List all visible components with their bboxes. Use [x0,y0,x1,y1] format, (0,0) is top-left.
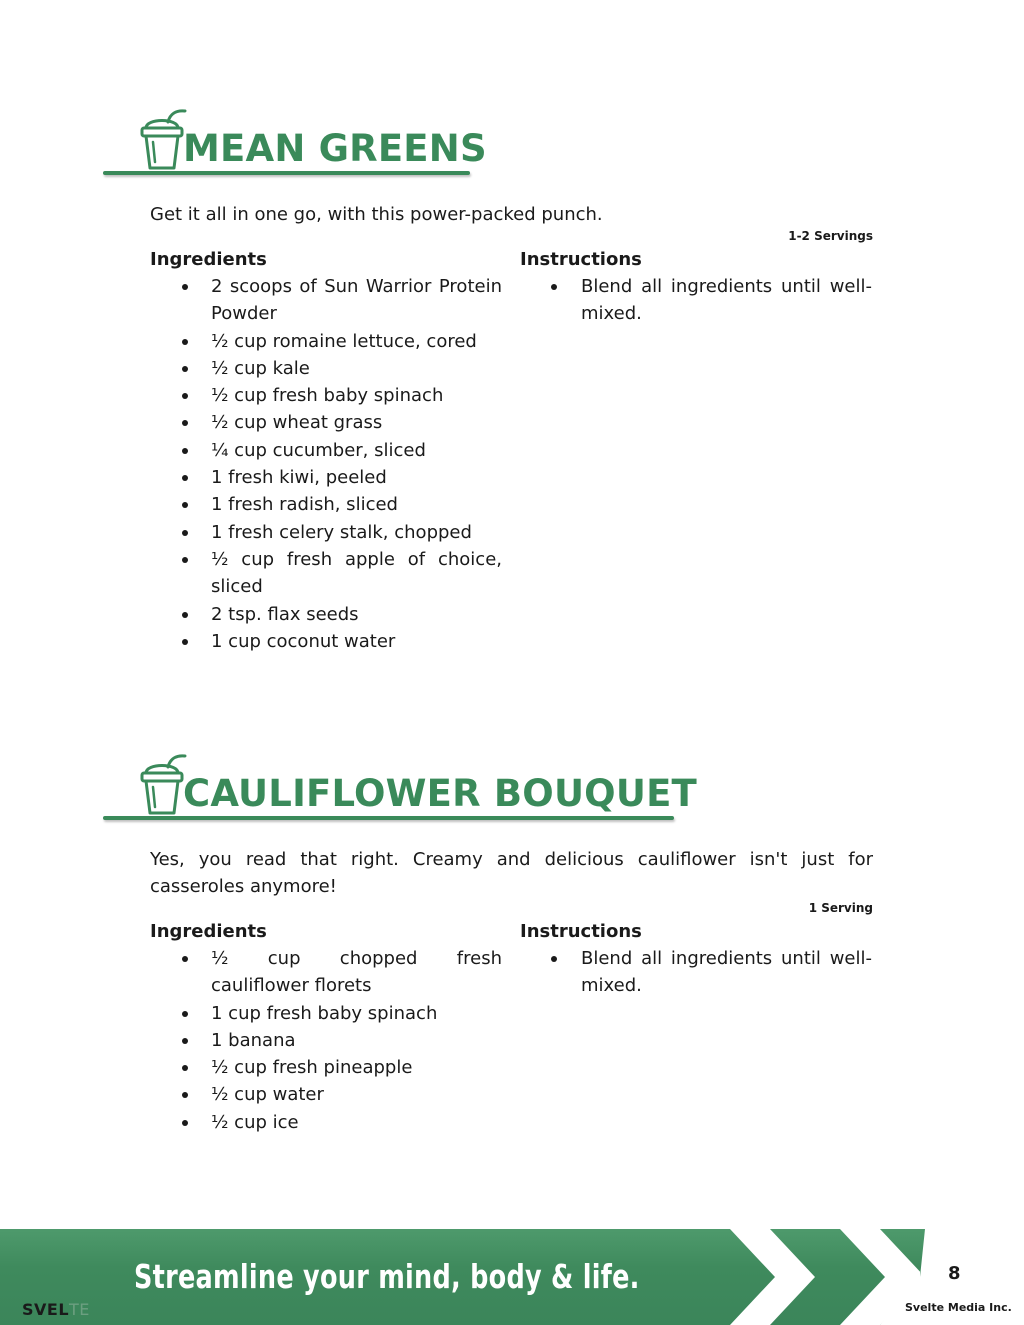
recipe-title-block [0,745,1024,827]
instructions-heading: Instructions [520,921,642,942]
instructions-column [520,246,872,328]
page-number: 8 [948,1263,961,1284]
publisher-name: Svelte Media Inc. [905,1301,1012,1314]
list-item: 1 cup fresh baby spinach [150,1000,502,1027]
ingredients-heading: Ingredients [150,921,267,942]
list-item: ½ cup wheat grass [150,409,502,436]
list-item: 1 banana [150,1027,502,1054]
recipe-title-block [0,100,1024,182]
brand-logo-light: TE [69,1300,90,1319]
list-item: ½ cup water [150,1081,502,1108]
list-item: ½ cup chopped fresh cauliflower florets [150,945,502,1000]
page-footer [0,1229,1024,1325]
list-item: ½ cup kale [150,355,502,382]
recipe-intro: Yes, you read that right. Creamy and delicious cauliflower isn't just for casseroles anymore! [150,849,873,897]
list-item: 2 scoops of Sun Warrior Protein Powder [150,273,502,328]
smoothie-cup-icon [138,751,188,817]
servings-label: 1-2 Servings [788,229,873,243]
recipe-title: MEAN GREENS [183,127,487,170]
ingredients-list [150,945,502,1136]
ingredients-heading: Ingredients [150,249,267,270]
recipe-intro: Get it all in one go, with this power-packed punch. [150,204,603,225]
instructions-list [520,945,872,1000]
brand-logo-bold: SVEL [22,1300,70,1319]
list-item: 1 fresh radish, sliced [150,491,502,518]
title-underline [103,816,674,820]
list-item: 2 tsp. flax seeds [150,601,502,628]
instructions-heading: Instructions [520,249,642,270]
brand-logo [22,1300,90,1319]
instructions-list [520,273,872,328]
list-item: 1 cup coconut water [150,628,502,655]
ingredients-column [150,246,502,655]
ingredients-column [150,918,502,1136]
list-item: ½ cup fresh baby spinach [150,382,502,409]
recipe-mean-greens [0,100,1024,652]
smoothie-cup-icon [138,106,188,172]
list-item: 1 fresh kiwi, peeled [150,464,502,491]
list-item: Blend all ingredients until well-mixed. [520,273,872,328]
list-item: Blend all ingredients until well-mixed. [520,945,872,1000]
title-underline [103,171,470,175]
list-item: ¼ cup cucumber, sliced [150,437,502,464]
recipe-cauliflower-bouquet [0,745,1024,1133]
instructions-column [520,918,872,1000]
ingredients-list [150,273,502,655]
list-item: ½ cup fresh apple of choice, sliced [150,546,502,601]
list-item: 1 fresh celery stalk, chopped [150,519,502,546]
list-item: ½ cup fresh pineapple [150,1054,502,1081]
footer-slogan: Streamline your mind, body & life. [134,1257,640,1296]
list-item: ½ cup ice [150,1109,502,1136]
servings-label: 1 Serving [808,901,873,915]
list-item: ½ cup romaine lettuce, cored [150,328,502,355]
recipe-title: CAULIFLOWER BOUQUET [183,772,697,815]
